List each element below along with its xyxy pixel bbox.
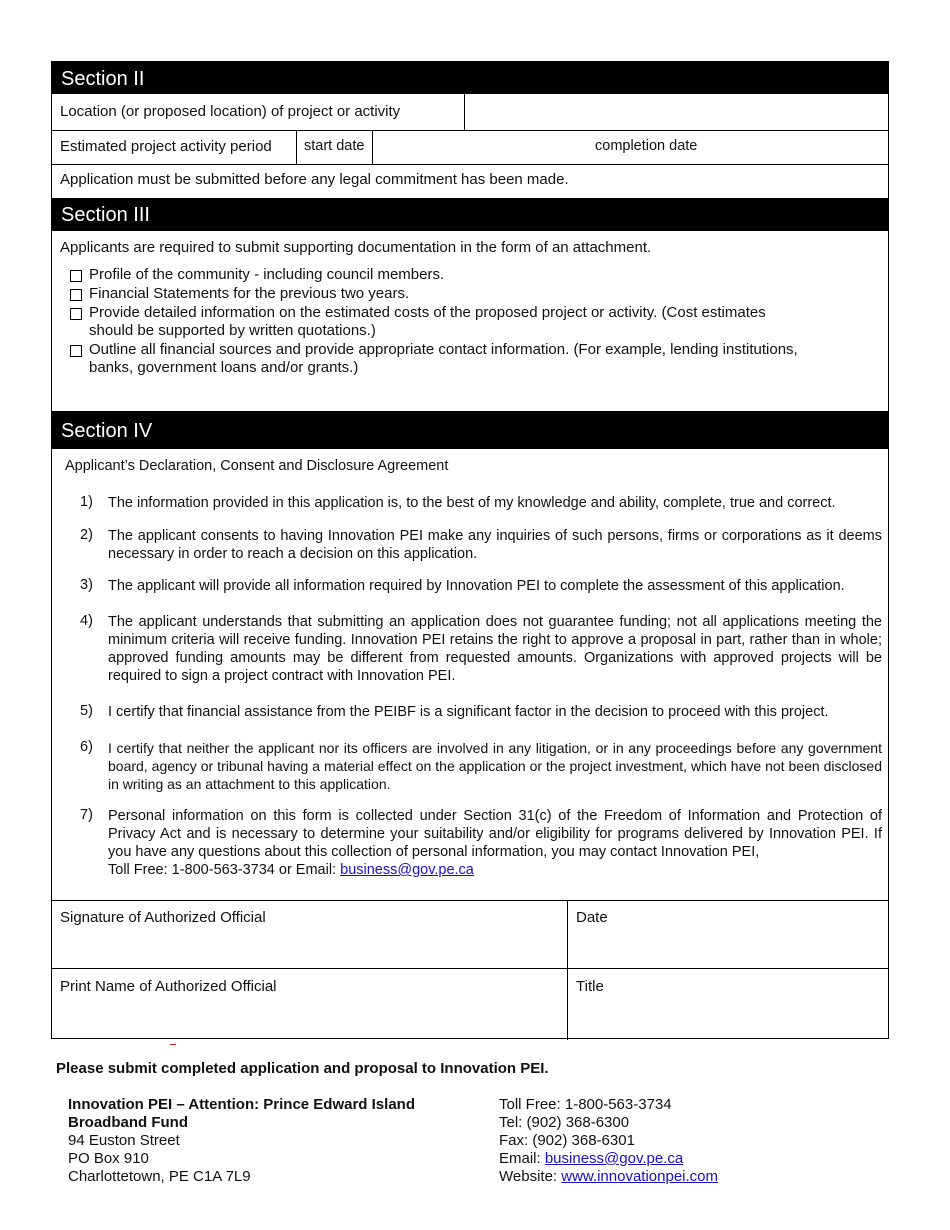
item-number: 1): [80, 494, 93, 510]
section-3-header: Section III: [52, 198, 888, 231]
title-label: Title: [576, 978, 604, 995]
checklist-label: banks, government loans and/or grants.): [89, 359, 359, 376]
period-label: Estimated project activity period: [60, 138, 272, 155]
website-link[interactable]: www.innovationpei.com: [561, 1168, 718, 1185]
application-form: [51, 61, 889, 1039]
address-line: Charlottetown, PE C1A 7L9: [68, 1168, 251, 1185]
email-line: [499, 1150, 718, 1168]
address-line: Innovation PEI – Attention: Prince Edward Island: [68, 1096, 415, 1113]
signature-label: Signature of Authorized Official: [60, 909, 266, 926]
item-number: 2): [80, 527, 93, 543]
item-text: The applicant understands that submitting an application does not guarantee funding; not all applications meeting the minimum criteria will receive funding. Innovation PEI retains the right to approve a proposal in part, rather than in whole; approved funding amounts may be different from requested amounts. Organizations with approved projects will be required to sign a project contract with Innovation PEI.: [108, 614, 882, 684]
supporting-docs-intro: Applicants are required to submit supporting documentation in the form of an attachment.: [60, 239, 652, 256]
signature-field[interactable]: [52, 901, 567, 968]
checkbox-icon[interactable]: [70, 308, 82, 320]
privacy-text: Personal information on this form is collected under Section 31(c) of the Freedom of Information and Protection of Privacy Act and is necessary to determine your suitability and/or eligibility for programs delivered by Innovation PEI. If you have any questions about this collection of personal information, you may contact Innovation PEI,: [108, 808, 882, 860]
item-number: 3): [80, 577, 93, 593]
location-label: Location (or proposed location) of project or activity: [60, 103, 401, 120]
item-text: [108, 807, 882, 879]
section-2-header: Section II: [52, 62, 888, 94]
address-line: Broadband Fund: [68, 1114, 188, 1131]
item-text: I certify that financial assistance from the PEIBF is a significant factor in the decision to proceed with this project.: [108, 704, 829, 720]
item-text: I certify that neither the applicant nor its officers are involved in any litigation, or in any proceedings before any government board, agency or tribunal having a material effect on the application or the project investment, which have not been disclosed in writing as an attachment to this application.: [108, 740, 882, 792]
checkbox-icon[interactable]: [70, 345, 82, 357]
checklist-label: should be supported by written quotations.): [89, 322, 376, 339]
contact-info: [499, 1096, 718, 1186]
start-date-label: start date: [304, 138, 365, 154]
completion-date-label: completion date: [595, 138, 698, 154]
toll-free: Toll Free: 1-800-563-3734: [499, 1096, 672, 1113]
print-name-field[interactable]: [52, 969, 567, 1038]
legal-commitment-notice: Application must be submitted before any legal commitment has been made.: [60, 171, 569, 188]
date-field[interactable]: [568, 901, 888, 968]
checklist-label: Outline all financial sources and provide appropriate contact information. (For example, lending institutions,: [89, 341, 798, 358]
divider: [52, 164, 888, 165]
telephone: Tel: (902) 368-6300: [499, 1114, 630, 1131]
checkbox-financial-statements[interactable]: [70, 288, 82, 306]
location-input[interactable]: [465, 94, 888, 130]
item-number: 7): [80, 807, 93, 823]
checkbox-cost-information[interactable]: [70, 307, 82, 325]
divider: [296, 130, 297, 164]
address-line: 94 Euston Street: [68, 1132, 180, 1149]
website-line: [499, 1168, 718, 1186]
item-text: The applicant consents to having Innovation PEI make any inquiries of such persons, firms or corporations as it deems necessary in order to reach a decision on this application.: [108, 528, 882, 562]
contact-prefix: Toll Free: 1-800-563-3734 or Email:: [108, 862, 341, 878]
checkbox-financial-sources[interactable]: [70, 344, 82, 362]
website-label: Website:: [499, 1168, 562, 1185]
checklist-label: Provide detailed information on the estimated costs of the proposed project or activity. (Cost estimates: [89, 304, 766, 321]
item-number: 4): [80, 613, 93, 629]
address-line: PO Box 910: [68, 1150, 149, 1167]
checkbox-icon[interactable]: [70, 289, 82, 301]
declaration-title: Applicant’s Declaration, Consent and Disclosure Agreement: [65, 458, 449, 474]
footer-email-link[interactable]: business@gov.pe.ca: [544, 1150, 684, 1167]
section-4-header: Section IV: [52, 411, 888, 449]
date-label: Date: [576, 909, 608, 926]
submit-notice: Please submit completed application and proposal to Innovation PEI.: [56, 1060, 549, 1077]
item-number: 5): [80, 703, 93, 719]
checkbox-community-profile[interactable]: [70, 269, 82, 287]
title-field[interactable]: [568, 969, 888, 1038]
item-text: The information provided in this application is, to the best of my knowledge and ability, complete, true and correct.: [108, 495, 836, 511]
print-name-label: Print Name of Authorized Official: [60, 978, 277, 995]
checkbox-icon[interactable]: [70, 270, 82, 282]
email-link[interactable]: business@gov.pe.ca: [340, 862, 474, 878]
checklist-label: Financial Statements for the previous two years.: [89, 285, 410, 302]
email-label: Email:: [499, 1150, 545, 1167]
item-text: The applicant will provide all information required by Innovation PEI to complete the assessment of this application.: [108, 578, 845, 594]
checklist-label: Profile of the community - including council members.: [89, 266, 445, 283]
mailing-address: [68, 1096, 415, 1186]
red-mark: [170, 1044, 176, 1045]
fax: Fax: (902) 368-6301: [499, 1132, 635, 1149]
item-number: 6): [80, 739, 93, 755]
